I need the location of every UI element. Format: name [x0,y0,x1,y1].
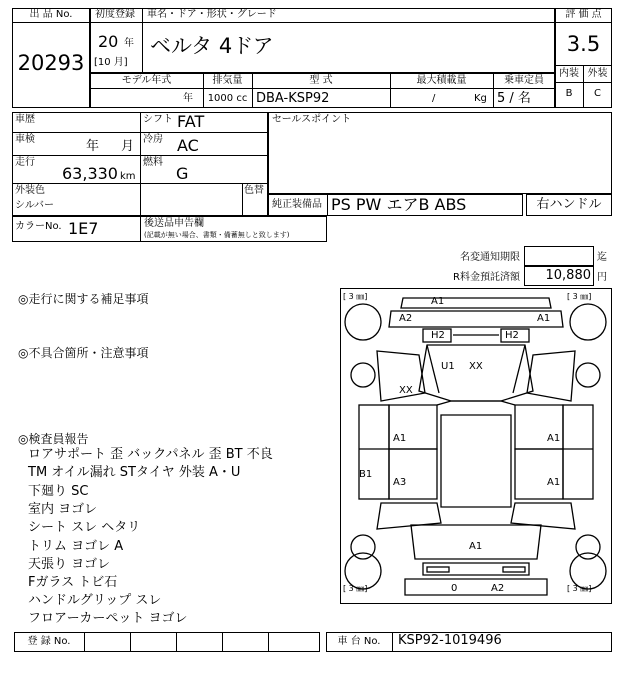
recycle-label: R料金預託済額 [453,272,520,283]
inspection-label: 車検 [15,134,35,145]
color-no-value: 1E7 [68,219,99,238]
chassis-number-label: 車 台 No. [337,636,381,647]
defects-title: ◎不具合箇所・注意事項 [18,346,149,360]
mileage-value: 63,330 [62,164,118,183]
inspector-line: 下廻り SC [28,484,89,499]
docs-note: (記載が無い場合、書類・備蓄無しと致します) [144,231,290,239]
name-change-field [524,246,594,266]
recycle-unit: 円 [597,272,607,283]
equipment-label: 純正装備品 [272,199,322,210]
history-label: 車歴 [15,114,35,125]
first-registration-month: [10 月] [94,57,128,68]
mark-rear-door-left: A3 [393,477,407,488]
inspector-report-title: ◎検査員報告 [18,432,89,446]
mark-windshield-u: U1 [441,361,455,372]
first-registration-label: 初度登録 [95,9,135,20]
inspector-line: シート スレ ヘタリ [28,520,141,535]
docs-label: 後送品申告欄 [144,218,204,229]
max-load-label: 最大積載量 [416,75,467,86]
color-no-label: カラーNo. [15,221,62,232]
mark-sill-left: B1 [359,469,373,480]
car-damage-diagram [340,288,612,604]
mark-hood-right: A1 [537,313,551,324]
inspector-line: Fガラス トビ石 [28,575,118,590]
tread-front-left: [ 3 ㎜] [343,292,368,301]
rating-label: 評 価 点 [565,9,602,20]
name-change-unit: 迄 [597,252,607,263]
mark-headlight-right: H2 [505,330,519,341]
sales-point-label: セールスポイント [272,114,352,125]
car-outline [341,289,611,603]
fuel-value: G [176,164,189,183]
interior-grade: B [565,88,573,99]
exterior-color-value: シルバー [15,200,55,211]
mark-front-door-left: A1 [393,433,407,444]
recycle-value: 10,880 [545,268,591,283]
cooling-label: 冷房 [143,134,163,145]
inspector-line: トリム ヨゴレ A [28,539,124,554]
mark-front-door-right: A1 [547,433,561,444]
mark-hood-left: A2 [399,313,413,324]
exterior-label: 外装 [587,68,608,79]
exterior-color-label: 外装色 [15,185,45,196]
displacement-label: 排気量 [212,75,243,86]
model-year-unit: 年 [183,93,193,104]
max-load-unit: Kg [474,93,487,104]
type-value: DBA-KSP92 [256,91,330,106]
inspector-line: ハンドルグリップ スレ [28,593,162,608]
rating-value: 3.5 [566,32,601,56]
mark-front-bumper: A1 [431,296,445,307]
model-year-label: モデル年式 [121,75,172,86]
tread-rear-right: [ 3 ㎜] [567,584,592,593]
lot-number-label: 出 品 No. [29,9,73,20]
mark-fender-left: XX [399,385,413,396]
mark-rear-door-right: A1 [547,477,561,488]
lot-number: 20293 [17,51,85,75]
driving-notes-title: ◎走行に関する補足事項 [18,292,149,306]
registration-number-label: 登 録 No. [27,636,71,647]
mark-rear-bumper-left: 0 [451,583,458,594]
tread-rear-left: [ 3 ㎜] [343,584,368,593]
year-unit: 年 [124,38,134,49]
inspector-line: フロアーカーペット ヨゴレ [28,611,188,626]
inspection-year-unit: 年 [86,139,100,154]
mileage-unit: km [120,171,136,182]
interior-label: 内装 [559,68,579,79]
mark-headlight-left: H2 [431,330,445,341]
inspector-line: 天張り ヨゴレ [28,557,111,572]
shift-value: FAT [177,112,205,131]
color-change-label: 色替 [244,185,264,196]
exterior-grade: C [594,88,601,99]
inspection-month-unit: 月 [121,139,135,154]
name-change-label: 名変通知期限 [460,252,520,263]
cooling-value: AC [177,136,199,155]
car-name: ベルタ 4ドア [150,34,274,58]
first-registration-year: 20 [98,32,119,51]
fuel-label: 燃料 [143,157,163,168]
steering-value: 右ハンドル [536,197,602,212]
type-label: 型 式 [309,75,333,86]
chassis-number-value: KSP92-1019496 [398,633,502,648]
max-load-slash: / [432,93,436,104]
capacity-value: 5 / 名 [497,91,531,106]
mark-trunk: A1 [469,541,483,552]
capacity-label: 乗車定員 [504,75,544,86]
tread-front-right: [ 3 ㎜] [567,292,592,301]
equipment-value: PS PW エアB ABS [331,195,467,214]
car-name-label: 車名・ドア・形状・グレード [147,9,277,20]
mark-rear-bumper-right: A2 [491,583,505,594]
displacement-value: 1000 cc [207,93,248,104]
inspector-line: ロアサポート 歪 バックパネル 歪 BT 不良 [28,447,273,462]
shift-label: シフト [143,114,173,125]
mileage-label: 走行 [15,157,35,168]
inspector-line: 室内 ヨゴレ [28,502,98,517]
mark-windshield-x: XX [469,361,483,372]
inspector-line: TM オイル漏れ STタイヤ 外装 A・U [28,465,241,480]
